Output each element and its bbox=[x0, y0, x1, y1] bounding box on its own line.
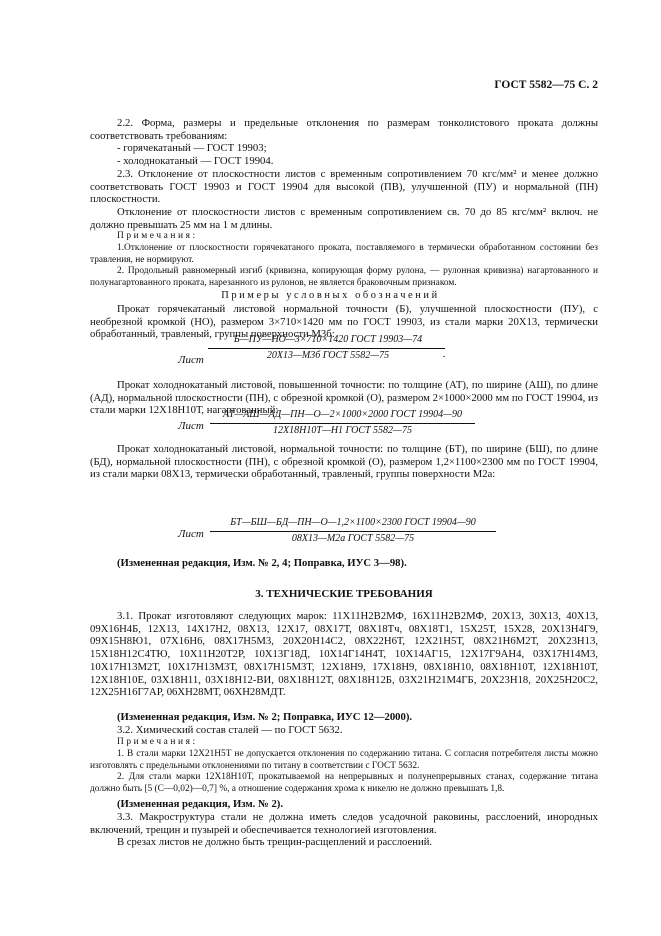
clause-3-3: 3.3. Макроструктура стали не должна иметь следов усадочной раковины, расслоений, инородных включений, трещин и пузырей и обеспечивается технологией изготовления. bbox=[90, 811, 598, 836]
formula-3-denominator: 08Х13—М2а ГОСТ 5582—75 bbox=[291, 533, 415, 544]
page-header: ГОСТ 5582—75 С. 2 bbox=[494, 79, 598, 91]
clause-3-1: 3.1. Прокат изготовляют следующих марок: 11Х11Н2В2МФ, 16Х11Н2В2МФ, 20Х13, 30Х13, 40Х13, 09Х16Н4Б, 12Х13, 14Х17Н2, 08Х13, 12Х17, 08Х17Т, 08Х18Тч, 08Х18Т1, 15Х25Т, 15Х28, 20Х13Н4Г9, 09Х15Н8Ю1, 07Х16Н6, 08Х17Н5М3, 20Х20Н14С2, 08Х22Н6Т, 12Х21Н5Т, 08Х21Н6М2Т, 20Х23Н13, 15Х18Н12С4ТЮ, 10Х11Н20Т2Р, 10Х13Г18Д, 10Х14Г14Н4Т, 10Х14АГ15, 12Х17Г9АН4, 03Х17Н14М3, 10Х17Н13М2Т, 10Х17Н13М3Т, 08Х17Н15М3Т, 12Х18Н9, 17Х18Н9, 08Х18Н10, 08Х18Н10Т, 12Х18Н10Т, 12Х18Н10Е, 03Х18Н11, 03Х18Н12-ВИ, 08Х18Н12Т, 08Х18Н12Б, 03Х21Н21М4ГБ, 20Х23Н18, 20Х25Н20С2, 12Х25Н16Г7АР, 06ХН28МТ, 06ХН28МДТ. bbox=[90, 610, 598, 699]
formula-2-fraction-bar bbox=[210, 423, 475, 424]
amendment-note-1: (Измененная редакция, Изм. № 2, 4; Поправка, ИУС 3—98). bbox=[117, 557, 407, 569]
formula-1-denominator: 20Х13—М3б ГОСТ 5582—75 bbox=[266, 350, 390, 361]
amendment-note-3: (Измененная редакция, Изм. № 2). bbox=[117, 798, 284, 810]
note-3-2: 2. Для стали марки 12Х18Н10Т, прокатываемой на непрерывных и полунепрерывных станах, содержание титана должно быть [5 (С—0,02)—0,7] %, а отношение содержания хрома к никелю не должно превышать 1,8. bbox=[90, 772, 598, 794]
clause-3-3-continuation: В срезах листов не должно быть трещин-расщеплений и расслоений. bbox=[117, 836, 433, 848]
formula-1-word: Лист bbox=[178, 354, 204, 366]
formula-3-fraction-bar bbox=[210, 531, 496, 532]
note-2: 2. Продольный равномерный изгиб (кривизна, копирующая форму рулона, — рулонная кривизна) нагартованного и полунагартованного проката, нарезанного из рулонов, не является браковочным признаком. bbox=[90, 266, 598, 288]
notes-label-2: Примечания: bbox=[117, 737, 198, 747]
clause-3-2: 3.2. Химический состав сталей — по ГОСТ 5632. bbox=[117, 724, 343, 736]
example-3-text: Прокат холоднокатаный листовой, нормальной точности: по толщине (БТ), по ширине (БШ), по длине (БД), нормальной плоскостности (ПН), с обрезной кромкой (О), размером 1,2×1100×2300 мм по ГОСТ 19904, из стали марки 08Х13, термически обработанный, травленый, группы поверхности М2а: bbox=[90, 443, 598, 480]
formula-2-numerator: АТ—АШ—АД—ПН—О—2×1000×2000 ГОСТ 19904—90 bbox=[223, 409, 462, 420]
formula-3-numerator: БТ—БШ—БД—ПН—О—1,2×1100×2300 ГОСТ 19904—90 bbox=[230, 517, 476, 528]
clause-2-2: 2.2. Форма, размеры и предельные отклонения по размерам тонколистового проката должны соответствовать требованиям: bbox=[90, 117, 598, 142]
formula-3-word: Лист bbox=[178, 528, 204, 540]
formula-1-numerator: Б—ПУ—НО—3×710×1420 ГОСТ 19903—74 bbox=[233, 334, 423, 345]
list-item-cold-rolled: - холоднокатаный — ГОСТ 19904. bbox=[117, 155, 274, 167]
formula-1-period: . bbox=[443, 348, 446, 360]
note-3-1: 1. В стали марки 12Х21Н5Т не допускается отклонения по содержанию титана. С согласия потребителя листы можно изготовлять с предельными отклонениями по титану в соответствии с ГОСТ 5632. bbox=[90, 749, 598, 771]
clause-2-3-continuation: Отклонение от плоскостности листов с временным сопротивлением св. 70 до 85 кгс/мм² включ. не должно превышать 25 мм на 1 м длины. bbox=[90, 206, 598, 231]
section-3-title: 3. ТЕХНИЧЕСКИЕ ТРЕБОВАНИЯ bbox=[255, 588, 433, 600]
formula-2-denominator: 12Х18Н10Т—Н1 ГОСТ 5582—75 bbox=[273, 425, 412, 436]
clause-2-3: 2.3. Отклонение от плоскостности листов с временным сопротивлением 70 кгс/мм² и менее должно соответствовать ГОСТ 19903 и ГОСТ 19904 для высокой (ПВ), улучшенной (ПУ) и нормальной (ПН) плоскостности. bbox=[90, 168, 598, 205]
example-2-text: Прокат холоднокатаный листовой, повышенной точности: по толщине (АТ), по ширине (АШ), по длине (АД), нормальной плоскостности (ПН), с обрезной кромкой (О), размером 2×1000×2000 мм по ГОСТ 19904, из стали марки 12Х18Н10Т, нагартованный: bbox=[90, 379, 598, 416]
note-1: 1.Отклонение от плоскостности горячекатаного проката, поставляемого в термически обработанном состоянии без травления, не нормируют. bbox=[90, 243, 598, 265]
list-item-hot-rolled: - горячекатаный — ГОСТ 19903; bbox=[117, 142, 267, 154]
amendment-note-2: (Измененная редакция, Изм. № 2; Поправка, ИУС 12—2000). bbox=[117, 711, 413, 723]
examples-title: Примеры условных обозначений bbox=[221, 290, 440, 301]
formula-1-fraction-bar bbox=[208, 348, 445, 349]
example-1-text: Прокат горячекатаный листовой нормальной точности (Б), улучшенной плоскостности (ПУ), с необрезной кромкой (НО), размером 3×710×1420 мм по ГОСТ 19903, из стали марки 20Х13, термически обработанный, травленый, группы поверхности М3б: bbox=[90, 303, 598, 340]
formula-2-word: Лист bbox=[178, 420, 204, 432]
notes-label: Примечания: bbox=[117, 231, 198, 241]
